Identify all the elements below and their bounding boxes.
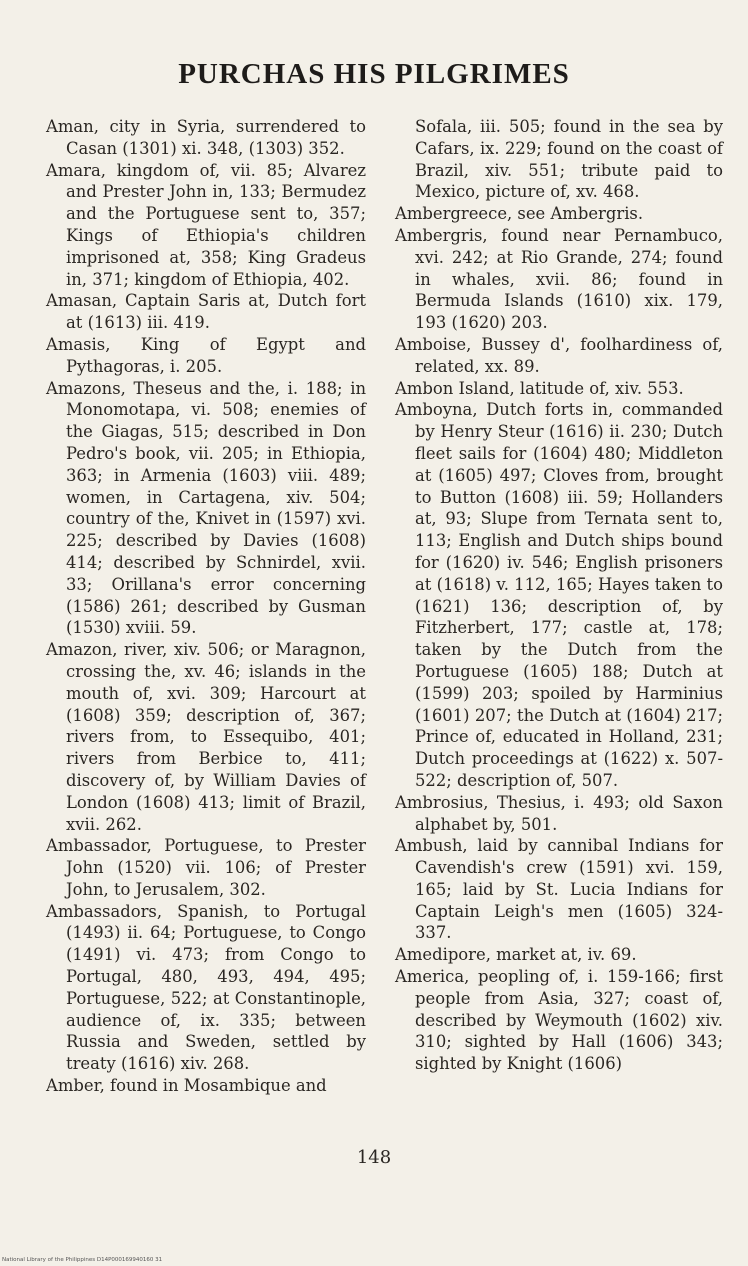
page-title: PURCHAS HIS PILGRIMES xyxy=(178,58,570,90)
index-entry: Amedipore, market at, iv. 69. xyxy=(395,945,637,965)
index-entry: Aman, city in Syria, surrendered to Casan (1301) xi. 348, (1303) 352. xyxy=(46,117,366,158)
index-entry: Amara, kingdom of, vii. 85; Alvarez and Prester John in, 133; Bermudez and the Portuguese sent to, 357; Kings of Ethiopia's children imprisoned at, 358; King Gradeus in, 371; kingdom of Ethiopia, 402. xyxy=(46,160,366,289)
index-entry: Amboise, Bussey d', foolhardiness of, related, xx. 89. xyxy=(395,334,723,376)
index-entry: Amazon, river, xiv. 506; or Maragnon, crossing the, xv. 46; islands in the mouth of, xvi. 309; Harcourt at (1608) 359; description of, 367; rivers from, to Essequibo, 401; rivers from Berbice to, 411; discovery of, by William Davies of London (1608) 413; limit of Brazil, xvii. 262. xyxy=(46,640,366,834)
left-column xyxy=(46,116,366,1097)
index-entry: Amboyna, Dutch forts in, commanded by Henry Steur (1616) ii. 230; Dutch fleet sails for (1604) 480; Middleton at (1605) 497; Cloves from, brought to Button (1608) iii. 59; Hollanders at, 93; Slupe from Ternata sent to, 113; English and Dutch ships bound for (1620) iv. 546; English prisoners at (1618) v. 112, 165; Hayes taken to (1621) 136; description of, by Fitzherbert, 177; castle at, 178; taken by the Dutch from the Portuguese (1605) 188; Dutch at (1599) 203; spoiled by Harminius (1601) 207; the Dutch at (1604) 217; Prince of, educated in Holland, 231; Dutch proceedings at (1622) x. 507-522; description of, 507. xyxy=(395,400,723,790)
index-entry: Ambergris, found near Pernambuco, xvi. 242; at Rio Grande, 274; found in whales, xvii. 86; found in Bermuda Islands (1610) xix. 179, 193 (1620) 203. xyxy=(395,225,723,333)
index-entry: Ambush, laid by cannibal Indians for Cavendish's crew (1591) xvi. 159, 165; laid by St. Lucia Indians for Captain Leigh's men (1605) 324-337. xyxy=(395,836,723,943)
index-entry: Amasis, King of Egypt and Pythagoras, i. 205. xyxy=(46,334,366,376)
right-column xyxy=(395,116,723,1075)
index-entry-continuation: Sofala, iii. 505; found in the sea by Cafars, ix. 229; found on the coast of Brazil, xiv. 551; tribute paid to Mexico, picture of, xv. 468. xyxy=(415,117,723,202)
page-number: 148 xyxy=(356,1147,392,1168)
index-entry: Amazons, Theseus and the, i. 188; in Monomotapa, vi. 508; enemies of the Giagas, 515; described in Don Pedro's book, vii. 205; in Ethiopia, 363; in Armenia (1603) viii. 489; women, in Cartagena, xiv. 504; country of the, Knivet in (1597) xvi. 225; described by Davies (1608) 414; described by Schnirdel, xvii. 33; Orillana's error concerning (1586) 261; described by Gusman (1530) xviii. 59. xyxy=(46,378,366,638)
index-entry: Amasan, Captain Saris at, Dutch fort at (1613) iii. 419. xyxy=(46,291,366,333)
index-entry: Amber, found in Mosambique and xyxy=(46,1076,327,1096)
index-entry: Ambassador, Portuguese, to Prester John (1520) vii. 106; of Prester John, to Jerusalem, 302. xyxy=(46,836,366,899)
index-entry: Ambrosius, Thesius, i. 493; old Saxon alphabet by, 501. xyxy=(395,792,723,834)
index-entry: Ambassadors, Spanish, to Portugal (1493) ii. 64; Portuguese, to Congo (1491) vi. 473; from Congo to Portugal, 480, 493, 494, 495; Portuguese, 522; at Constantinople, audience of, ix. 335; between Russia and Sweden, settled by treaty (1616) xiv. 268. xyxy=(46,901,366,1074)
index-entry: America, peopling of, i. 159-166; first people from Asia, 327; coast of, described by Weymouth (1602) xiv. 310; sighted by Hall (1606) 343; sighted by Knight (1606) xyxy=(395,967,723,1074)
scan-footer: National Library of the Philippines D14P000169940160 31 xyxy=(2,1257,163,1263)
index-entry: Ambergreece, see Ambergris. xyxy=(395,204,644,224)
index-entry: Ambon Island, latitude of, xiv. 553. xyxy=(395,378,684,398)
